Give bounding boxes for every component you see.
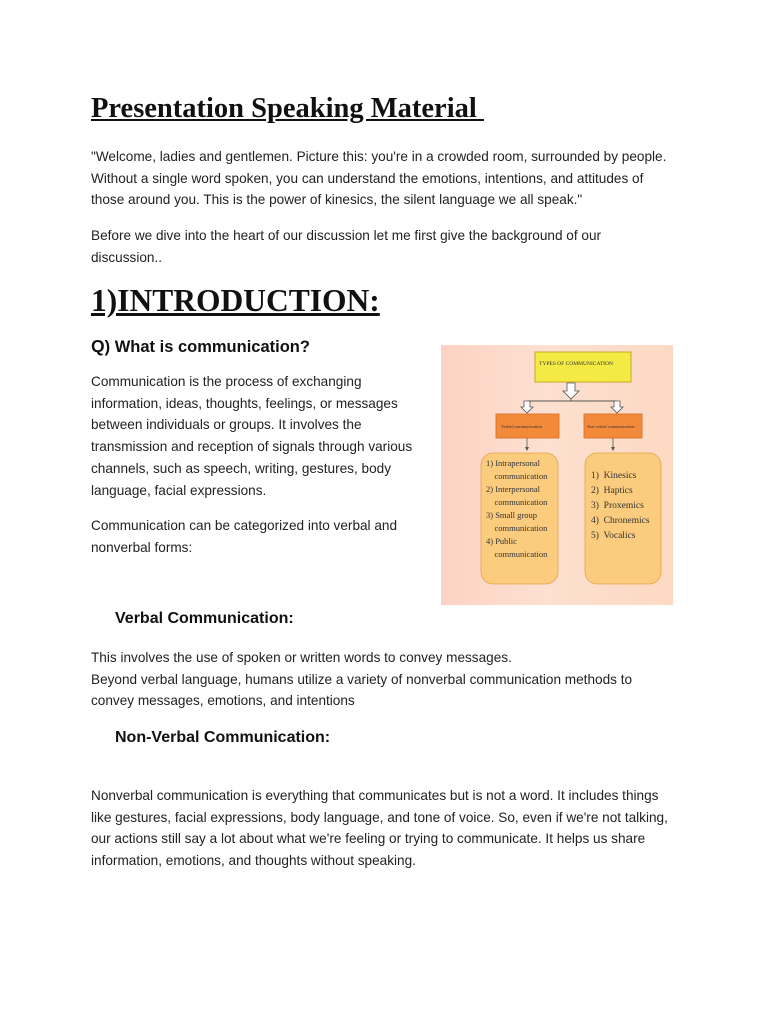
text-line: Without a single word spoken, you can understand the emotions, intentions, and attitudes of xyxy=(91,170,644,186)
nonverbal-list-item: 3) Proxemics xyxy=(591,501,644,511)
verbal-list-item: communication xyxy=(486,523,548,533)
nonverbal-connector-arrow-icon xyxy=(611,447,615,451)
text-line: like gestures, facial expressions, body language, and tone of voice. So, even if we're not talking, xyxy=(91,809,668,825)
document-title: Presentation Speaking Material xyxy=(91,93,484,124)
categorized-paragraph xyxy=(91,515,431,558)
verbal-heading: Verbal Communication: xyxy=(115,610,294,627)
nonverbal-list-item: 4) Chronemics xyxy=(591,516,650,526)
text-line: information, ideas, thoughts, feelings, or messages xyxy=(91,395,398,411)
text-line: Before we dive into the heart of our discussion let me first give the background of our xyxy=(91,228,602,243)
verbal-paragraph xyxy=(91,647,691,712)
text-line: nonverbal forms: xyxy=(91,539,193,555)
verbal-list-item: 2) Interpersonal xyxy=(486,484,541,494)
nonverbal-list-item: 1) Kinesics xyxy=(591,471,637,481)
verbal-list-item: 3) Small group xyxy=(486,510,537,520)
text-line: Communication can be categorized into verbal and xyxy=(91,518,398,533)
background-paragraph xyxy=(91,225,691,268)
opening-quote xyxy=(91,146,691,211)
text-line: Nonverbal communication is everything that communicates but is not a word. It includes things xyxy=(91,788,659,803)
text-line: transmission and reception of signals through various xyxy=(91,439,413,455)
nonverbal-list-item: 2) Haptics xyxy=(591,486,633,496)
text-line: information, emotions, and thoughts without speaking. xyxy=(91,853,416,869)
section-heading-introduction: 1)INTRODUCTION: xyxy=(91,283,380,318)
nonverbal-paragraph xyxy=(91,785,691,872)
question-prefix: Q xyxy=(91,336,105,356)
verbal-box-label: Verbal communication xyxy=(501,424,542,429)
question-heading xyxy=(91,336,310,357)
text-line: our actions still say a lot about what we're feeling or trying to communicate. It helps us share xyxy=(91,831,646,847)
verbal-list-item: communication xyxy=(486,549,548,559)
verbal-list-item: communication xyxy=(486,471,548,481)
text-line: Beyond verbal language, humans utilize a variety of nonverbal communication methods to xyxy=(91,671,633,687)
text-line: "Welcome, ladies and gentlemen. Picture this: you're in a crowded room, surrounded by people. xyxy=(91,149,667,164)
text-line: channels, such as speech, writing, gestures, body xyxy=(91,460,391,476)
communication-types-figure xyxy=(441,345,673,605)
left-arrow-icon xyxy=(521,401,533,413)
text-line: those around you. This is the power of kinesics, the silent language we all speak." xyxy=(91,192,583,208)
top-box xyxy=(535,352,631,382)
communication-types-diagram xyxy=(441,345,673,605)
text-line: convey messages, emotions, and intentions xyxy=(91,693,355,709)
nonverbal-box-label: Non-verbal communication xyxy=(587,424,635,429)
right-arrow-icon xyxy=(611,401,623,413)
nonverbal-heading: Non-Verbal Communication: xyxy=(115,729,331,746)
down-arrow-icon xyxy=(563,383,579,399)
nonverbal-list-item: 5) Vocalics xyxy=(591,531,636,541)
text-line: This involves the use of spoken or written words to convey messages. xyxy=(91,650,512,665)
branch-connector xyxy=(527,399,617,411)
text-line: between individuals or groups. It involves the xyxy=(91,417,362,433)
verbal-connector-arrow-icon xyxy=(525,447,529,451)
text-line: discussion.. xyxy=(91,249,163,265)
verbal-list-item: 4) Public xyxy=(486,536,517,546)
top-box-label: TYPES OF COMMUNICATION xyxy=(539,361,613,367)
text-line: language, facial expressions. xyxy=(91,482,267,498)
verbal-list-item: 1) Intrapersonal xyxy=(486,458,541,468)
question-text: ) What is communication? xyxy=(104,338,310,356)
text-line: Communication is the process of exchanging xyxy=(91,374,362,389)
definition-paragraph xyxy=(91,371,431,501)
verbal-list-item: communication xyxy=(486,497,548,507)
